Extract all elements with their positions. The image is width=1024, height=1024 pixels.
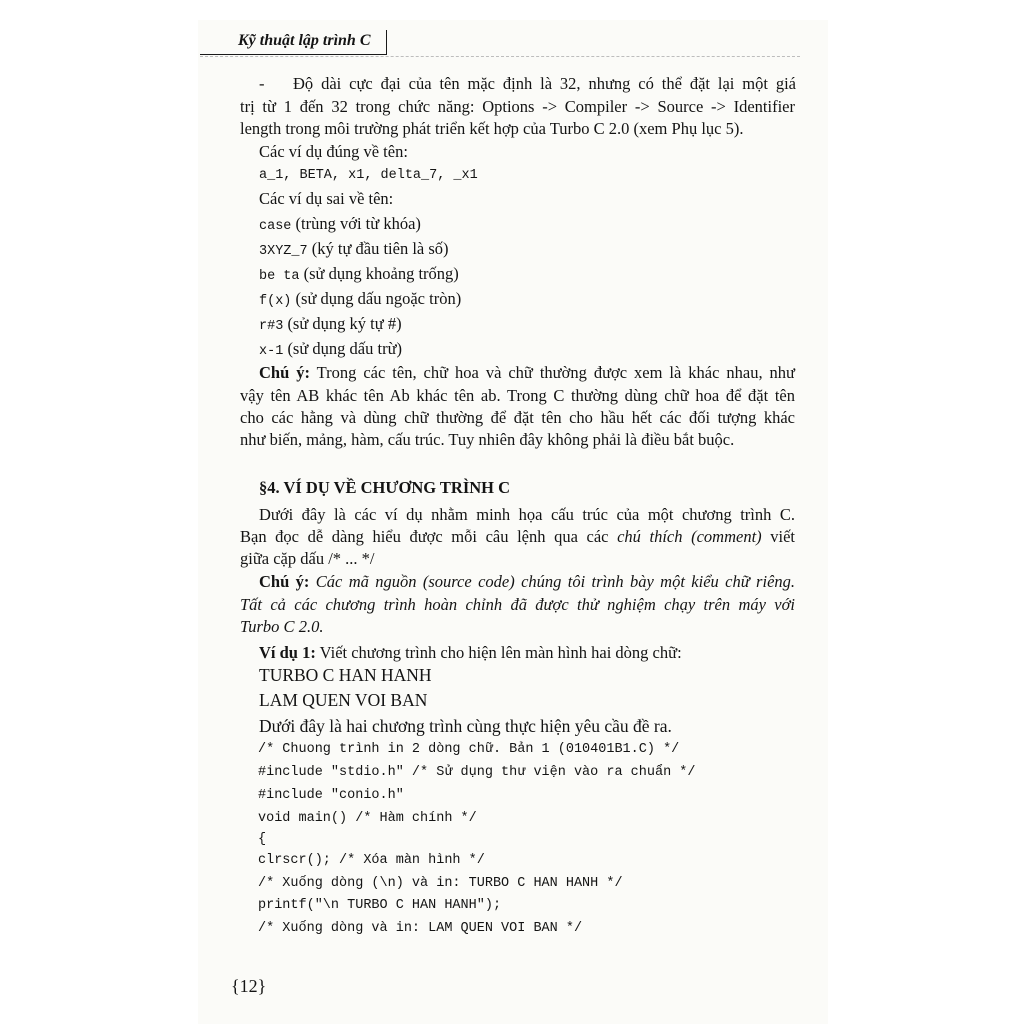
- example-lead: Dưới đây là hai chương trình cùng thực hiện yêu cầu đề ra.: [259, 716, 672, 736]
- note-paragraph-line: như biến, mảng, hàm, cấu trúc. Tuy nhiên đây không phải là điều bắt buộc.: [240, 430, 735, 449]
- invalid-names-heading: Các ví dụ sai về tên:: [259, 189, 394, 208]
- page-number: {12}: [231, 976, 267, 996]
- note-paragraph-line: [259, 572, 795, 592]
- code-line: #include "conio.h": [258, 788, 404, 803]
- section-paragraph-line: [240, 527, 795, 547]
- example-text: Viết chương trình cho hiện lên màn hình hai dòng chữ:: [315, 643, 682, 662]
- example-output-line: LAM QUEN VOI BAN: [259, 690, 428, 710]
- invalid-name-code: x-1: [259, 344, 284, 359]
- example-line: [259, 643, 682, 663]
- invalid-name-item: [259, 314, 402, 337]
- code-line: clrscr(); /* Xóa màn hình */: [258, 853, 485, 868]
- section-text: Bạn đọc dễ dàng hiểu được mỗi câu lệnh qua các: [240, 527, 618, 546]
- example-label: Ví dụ 1:: [259, 643, 316, 662]
- section-paragraph-line: giữa cặp dấu /* ... */: [240, 549, 375, 568]
- invalid-name-code: case: [259, 219, 292, 234]
- valid-names-example: a_1, BETA, x1, delta_7, _x1: [259, 168, 478, 183]
- note-paragraph-line: cho các hằng và dùng chữ thường để đặt tên cho hầu hết các đối tượng khác: [240, 408, 795, 427]
- intro-line-3: length trong môi trường phát triển kết hợp của Turbo C 2.0 (xem Phụ lục 5).: [240, 119, 744, 138]
- code-line: {: [258, 832, 267, 847]
- running-header: Kỹ thuật lập trình C: [238, 32, 371, 49]
- intro-line-1: Độ dài cực đại của tên mặc định là 32, nhưng có thể đặt lại một giá: [293, 74, 796, 93]
- invalid-name-item: [259, 264, 459, 287]
- code-line: void main() /* Hàm chính */: [258, 811, 477, 826]
- valid-names-heading: Các ví dụ đúng về tên:: [259, 142, 408, 161]
- note-text: Các mã nguồn (source code) chúng tôi trình bày một kiểu chữ riêng.: [309, 572, 796, 591]
- invalid-name-note: (sử dụng ký tự #): [283, 314, 402, 333]
- intro-line-2: trị từ 1 đến 32 trong chức năng: Options -> Compiler -> Source -> Identifier: [240, 97, 795, 116]
- invalid-name-note: (sử dụng dấu ngoặc tròn): [291, 289, 462, 308]
- code-line: printf("\n TURBO C HAN HANH");: [258, 898, 502, 913]
- invalid-name-note: (sử dụng dấu trừ): [283, 339, 403, 358]
- example-output-line: TURBO C HAN HANH: [259, 665, 432, 685]
- invalid-name-code: 3XYZ_7: [259, 244, 308, 259]
- code-line: /* Chuong trình in 2 dòng chữ. Bản 1 (010401B1.C) */: [258, 742, 680, 757]
- note-paragraph-line: [259, 363, 795, 383]
- invalid-name-item: [259, 214, 421, 237]
- invalid-name-code: r#3: [259, 319, 284, 334]
- invalid-name-note: (trùng với từ khóa): [291, 214, 421, 233]
- note-paragraph-line: vậy tên AB khác tên Ab khác tên ab. Trong C thường dùng chữ hoa để đặt tên: [240, 386, 795, 405]
- note-paragraph-line: Turbo C 2.0.: [240, 617, 324, 636]
- section-paragraph-line: Dưới đây là các ví dụ nhằm minh họa cấu trúc của một chương trình C.: [259, 505, 795, 524]
- invalid-name-item: [259, 289, 461, 312]
- invalid-name-note: (sử dụng khoảng trống): [299, 264, 459, 283]
- invalid-name-code: be ta: [259, 269, 300, 284]
- header-rule: [200, 56, 800, 57]
- section-text-italic: chú thích (comment): [617, 527, 762, 546]
- bullet-dash: -: [259, 74, 265, 93]
- invalid-name-code: f(x): [259, 294, 292, 309]
- section-title: §4. VÍ DỤ VỀ CHƯƠNG TRÌNH C: [259, 478, 511, 497]
- invalid-name-item: [259, 339, 402, 362]
- note-text: Trong các tên, chữ hoa và chữ thường được xem là khác nhau, như: [309, 363, 795, 382]
- note-paragraph-line: Tất cả các chương trình hoàn chỉnh đã được thử nghiệm chạy trên máy với: [240, 595, 795, 614]
- note-label: Chú ý:: [259, 363, 310, 382]
- code-line: /* Xuống dòng (\n) và in: TURBO C HAN HANH */: [258, 876, 623, 891]
- code-line: #include "stdio.h" /* Sử dụng thư viện vào ra chuẩn */: [258, 765, 696, 780]
- note-label: Chú ý:: [259, 572, 310, 591]
- invalid-name-item: [259, 239, 449, 262]
- section-text: viết: [761, 527, 795, 546]
- code-line: /* Xuống dòng và in: LAM QUEN VOI BAN */: [258, 921, 583, 936]
- invalid-name-note: (ký tự đầu tiên là số): [307, 239, 449, 258]
